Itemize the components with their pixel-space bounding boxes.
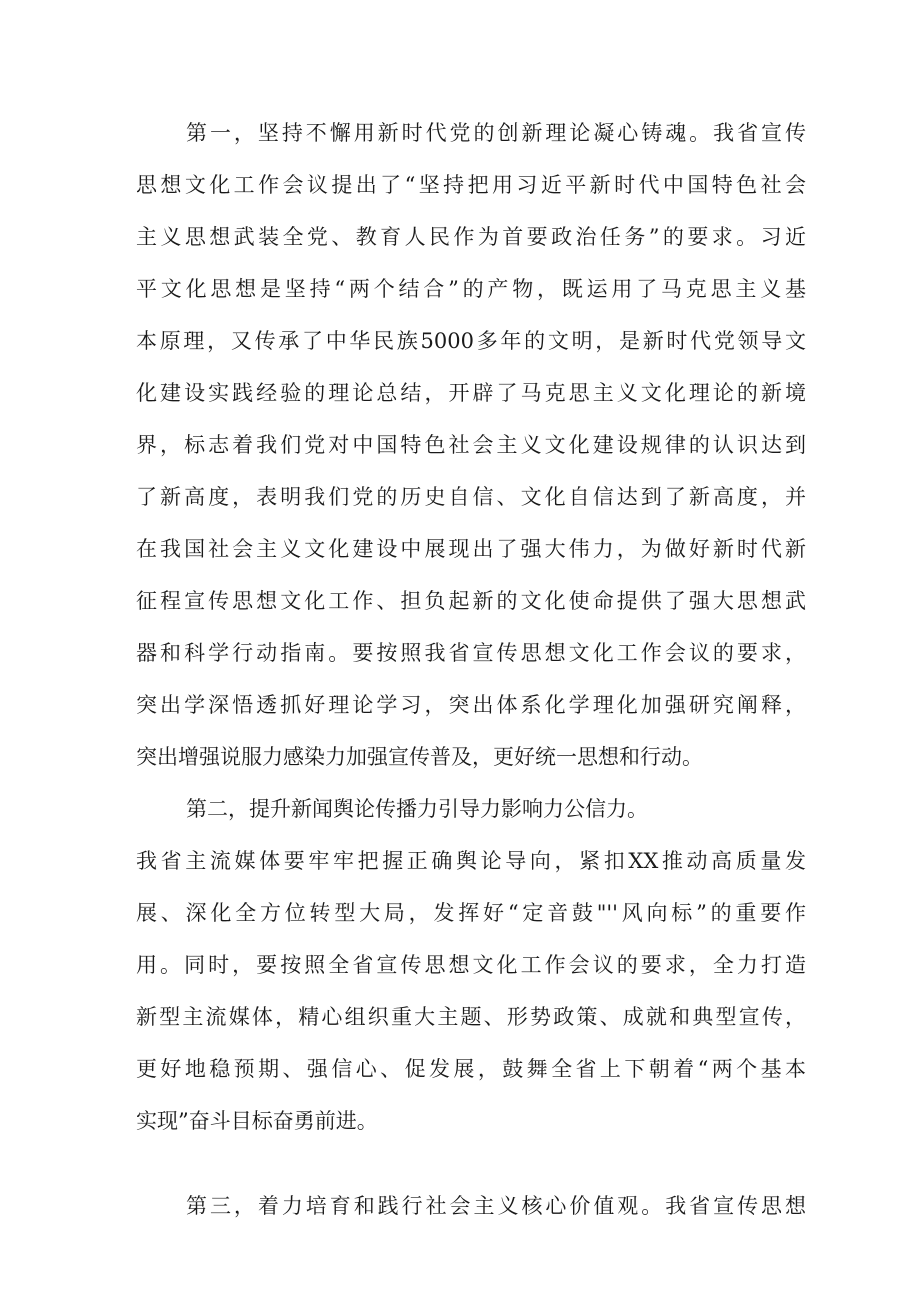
paragraph-1-line-11: 器和科学行动指南。要按照我省宣传思想文化工作会议的要求， xyxy=(136,641,806,665)
paragraph-1-line-12: 突出学深悟透抓好理论学习，突出体系化学理化加强研究阐释， xyxy=(136,693,806,717)
paragraph-1-line-5: 本原理，又传承了中华民族5000多年的文明，是新时代党领导文 xyxy=(136,329,806,353)
paragraph-1-line-3: 主义思想武装全党、教育人民作为首要政治任务”的要求。习近 xyxy=(136,225,806,249)
paragraph-1-line-13: 突出增强说服力感染力加强宣传普及，更好统一思想和行动。 xyxy=(136,745,703,769)
paragraph-2-line-7: 实现”奋斗目标奋勇前进。 xyxy=(136,1109,378,1133)
paragraph-1-line-4: 平文化思想是坚持“两个结合”的产物，既运用了马克思主义基 xyxy=(136,277,806,301)
paragraph-1-line-7: 界，标志着我们党对中国特色社会主义文化建设规律的认识达到 xyxy=(136,433,806,457)
paragraph-1-line-8: 了新高度，表明我们党的历史自信、文化自信达到了新高度，并 xyxy=(136,485,806,509)
paragraph-2-line-1: 第二，提升新闻舆论传播力引导力影响力公信力。 xyxy=(186,797,648,821)
paragraph-2-line-6: 更好地稳预期、强信心、促发展，鼓舞全省上下朝着“两个基本 xyxy=(136,1057,806,1081)
paragraph-1-line-1: 第一，坚持不懈用新时代党的创新理论凝心铸魂。我省宣传 xyxy=(186,121,806,145)
paragraph-2-line-5: 新型主流媒体，精心组织重大主题、形势政策、成就和典型宣传， xyxy=(136,1005,806,1029)
paragraph-1-line-9: 在我国社会主义文化建设中展现出了强大伟力，为做好新时代新 xyxy=(136,537,806,561)
paragraph-1-line-10: 征程宣传思想文化工作、担负起新的文化使命提供了强大思想武 xyxy=(136,589,806,613)
paragraph-1-line-6: 化建设实践经验的理论总结，开辟了马克思主义文化理论的新境 xyxy=(136,381,806,405)
paragraph-2-line-3: 展、深化全方位转型大局，发挥好“定音鼓"''风向标”的重要作 xyxy=(136,901,806,925)
paragraph-2-line-4: 用。同时，要按照全省宣传思想文化工作会议的要求，全力打造 xyxy=(136,953,806,977)
paragraph-1-line-2: 思想文化工作会议提出了“坚持把用习近平新时代中国特色社会 xyxy=(136,173,806,197)
paragraph-2-line-2: 我省主流媒体要牢牢把握正确舆论导向，紧扣XX推动高质量发 xyxy=(136,849,806,873)
paragraph-3-line-1: 第三，着力培育和践行社会主义核心价值观。我省宣传思想 xyxy=(186,1194,806,1218)
